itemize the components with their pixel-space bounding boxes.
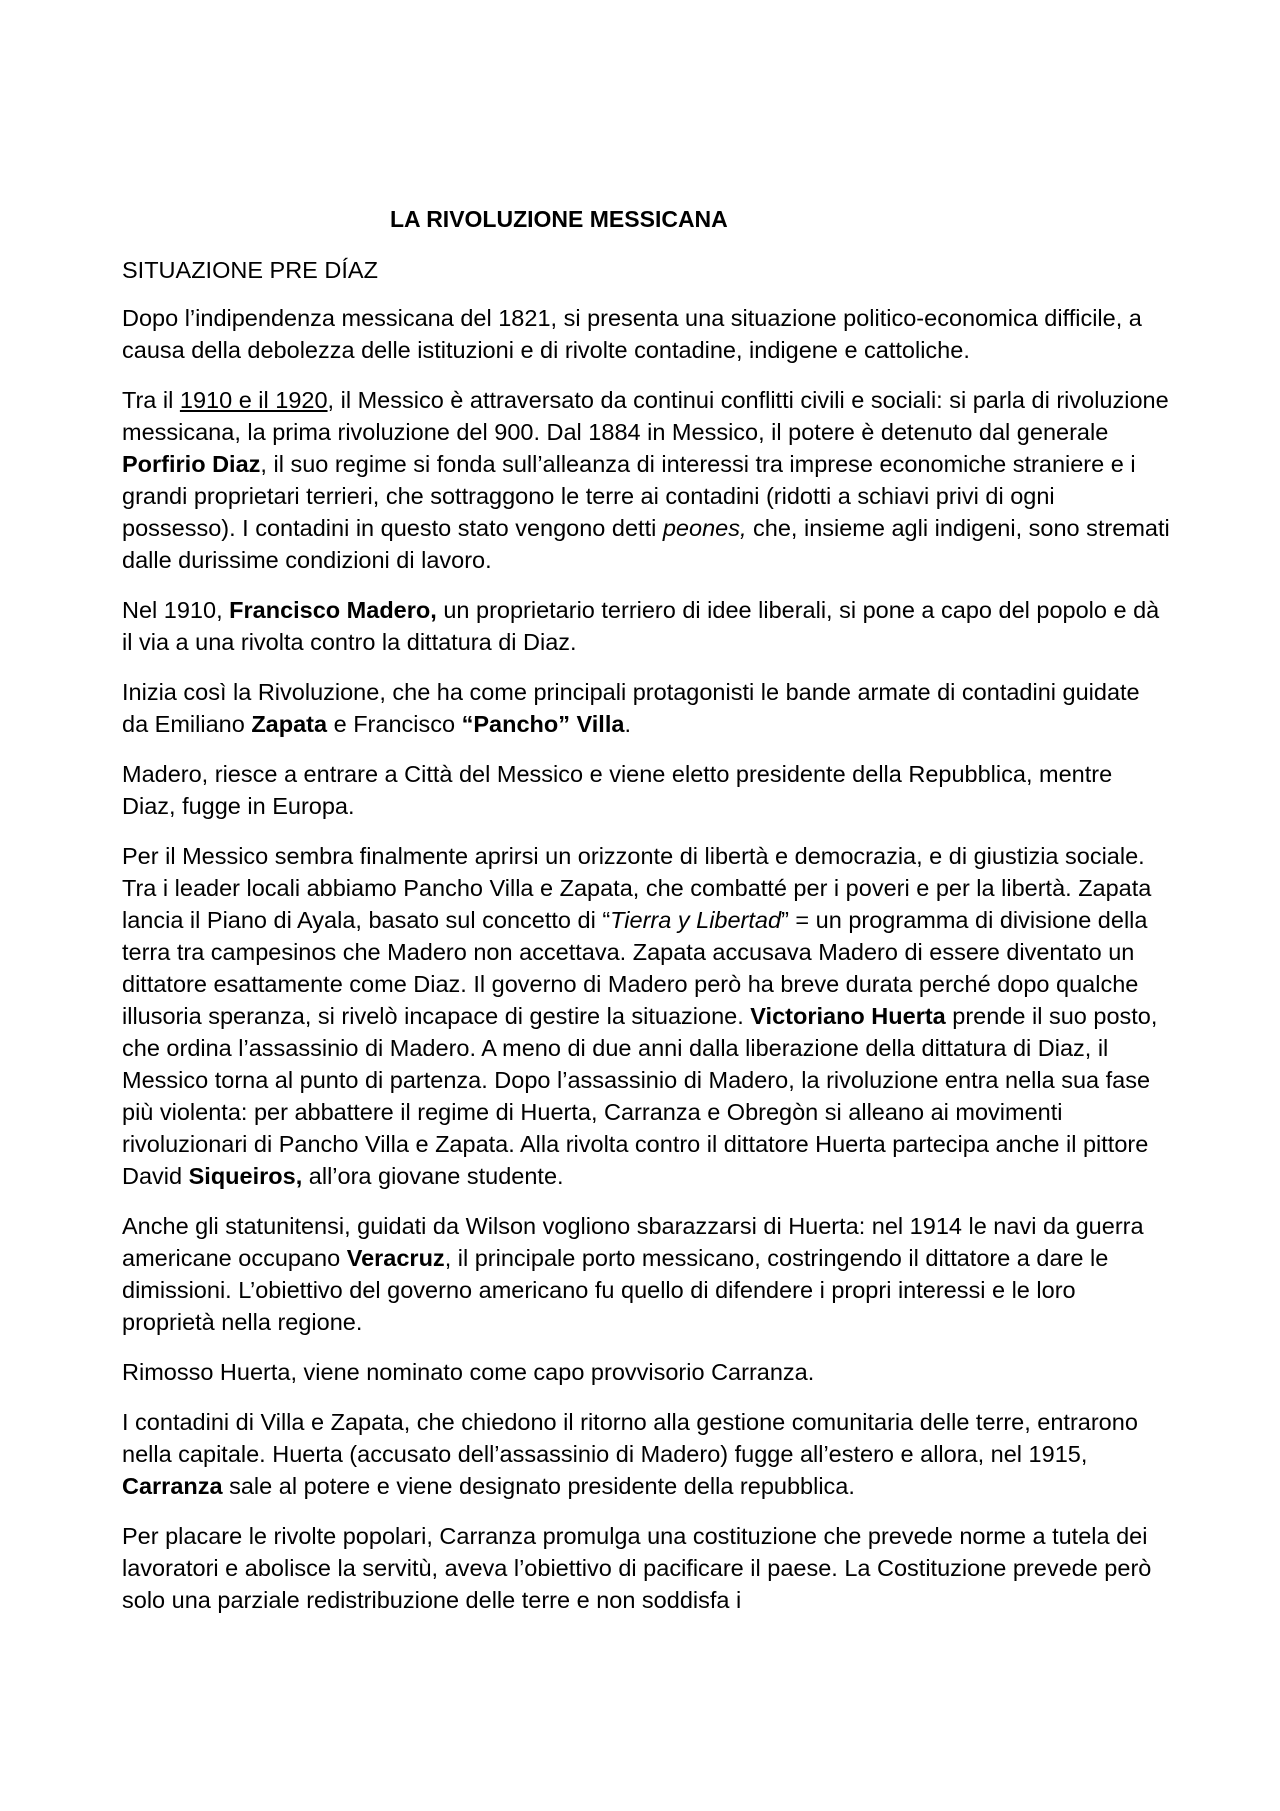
paragraph-10-text: Per placare le rivolte popolari, Carranza promulga una costituzione che prevede norme a tutela dei lavoratori e abolisce la servitù, aveva l’obiettivo di pacificare il paese. La Costituzione prevede però solo una parziale redistribuzione delle terre e non soddisfa i: [122, 1523, 1152, 1613]
text-run: e Francisco: [327, 711, 462, 737]
paragraph-1-text: Dopo l’indipendenza messicana del 1821, si presenta una situazione politico-economica difficile, a causa della debolezza delle istituzioni e di rivolte contadine, indigene e cattoliche.: [122, 305, 1142, 363]
paragraph-5: [122, 758, 1172, 822]
bold-siqueiros: Siqueiros,: [188, 1163, 303, 1189]
bold-carranza: Carranza: [122, 1473, 223, 1499]
paragraph-10: [122, 1520, 1172, 1616]
text-run: che, insieme agli indigeni, sono stremati dalle durissime condizioni di lavoro.: [122, 515, 1170, 573]
document-title: LA RIVOLUZIONE MESSICANA: [390, 206, 728, 232]
bold-francisco-madero: Francisco Madero,: [229, 597, 437, 623]
text-run: all’ora giovane studente.: [302, 1163, 564, 1189]
text-run: Inizia così la Rivoluzione, che ha come principali protagonisti le bande armate di contadini guidate da Emiliano: [122, 679, 1140, 737]
bold-porfirio-diaz: Porfirio Diaz: [122, 451, 261, 477]
bold-veracruz: Veracruz: [346, 1245, 445, 1271]
text-run: Nel 1910,: [122, 597, 230, 623]
text-run: Tra il: [122, 387, 180, 413]
section-heading: SITUAZIONE PRE DÍAZ: [122, 257, 378, 283]
bold-victoriano-huerta: Victoriano Huerta: [750, 1003, 946, 1029]
text-run: sale al potere e viene designato presidente della repubblica.: [222, 1473, 855, 1499]
document-body: [122, 302, 1172, 1634]
paragraph-4: [122, 676, 1172, 740]
underlined-dates: 1910 e il 1920: [179, 387, 328, 413]
paragraph-1: [122, 302, 1172, 366]
paragraph-7: [122, 1210, 1172, 1338]
text-run: Anche gli statunitensi, guidati da Wilson vogliono sbarazzarsi di Huerta: nel 1914 le navi da guerra americane occupano: [122, 1213, 1144, 1271]
paragraph-8-text: Rimosso Huerta, viene nominato come capo provvisorio Carranza.: [122, 1359, 815, 1385]
text-run: Per il Messico sembra finalmente aprirsi un orizzonte di libertà e democrazia, e di giustizia sociale. Tra i leader locali abbiamo Pancho Villa e Zapata, che combatté per i poveri e per la libertà. Zapata lancia il Piano di Ayala, basato sul concetto di “: [122, 843, 1152, 933]
italic-peones: peones,: [662, 515, 747, 541]
paragraph-6: [122, 840, 1172, 1192]
paragraph-8: [122, 1356, 1172, 1388]
bold-pancho-villa: “Pancho” Villa: [461, 711, 625, 737]
italic-tierra-y-libertad: Tierra y Libertad: [610, 907, 782, 933]
text-run: , il Messico è attraversato da continui conflitti civili e sociali: si parla di rivoluzione messicana, la prima rivoluzione del 900. Dal 1884 in Messico, il potere è detenuto dal generale: [122, 387, 1169, 445]
paragraph-2: [122, 384, 1172, 576]
paragraph-5-text: Madero, riesce a entrare a Città del Messico e viene eletto presidente della Repubblica, mentre Diaz, fugge in Europa.: [122, 761, 1113, 819]
text-run: I contadini di Villa e Zapata, che chiedono il ritorno alla gestione comunitaria delle terre, entrarono nella capitale. Huerta (accusato dell’assassinio di Madero) fugge all’estero e allora, nel 1915,: [122, 1409, 1138, 1467]
text-run: ” = un programma di divisione della terra tra campesinos che Madero non accettava. Zapata accusava Madero di essere diventato un dittatore esattamente come Diaz. Il governo di Madero però ha breve durata perché dopo qualche illusoria speranza, si rivelò incapace di gestire la situazione.: [122, 907, 1148, 1029]
paragraph-3: [122, 594, 1172, 658]
text-run: , il suo regime si fonda sull’alleanza di interessi tra imprese economiche straniere e i grandi proprietari terrieri, che sottraggono le terre ai contadini (ridotti a schiavi privi di ogni possesso). I contadini in questo stato vengono detti: [122, 451, 1136, 541]
paragraph-9: [122, 1406, 1172, 1502]
text-run: un proprietario terriero di idee liberali, si pone a capo del popolo e dà il via a una rivolta contro la dittatura di Diaz.: [122, 597, 1160, 655]
text-run: .: [624, 711, 631, 737]
bold-zapata: Zapata: [251, 711, 328, 737]
text-run: , il principale porto messicano, costringendo il dittatore a dare le dimissioni. L’obiettivo del governo americano fu quello di difendere i propri interessi e le loro proprietà nella regione.: [122, 1245, 1109, 1335]
text-run: prende il suo posto, che ordina l’assassinio di Madero. A meno di due anni dalla liberazione della dittatura di Diaz, il Messico torna al punto di partenza. Dopo l’assassinio di Madero, la rivoluzione entra nella sua fase più violenta: per abbattere il regime di Huerta, Carranza e Obregòn si alleano ai movimenti rivoluzionari di Pancho Villa e Zapata. Alla rivolta contro il dittatore Huerta partecipa anche il pittore David: [122, 1003, 1158, 1189]
